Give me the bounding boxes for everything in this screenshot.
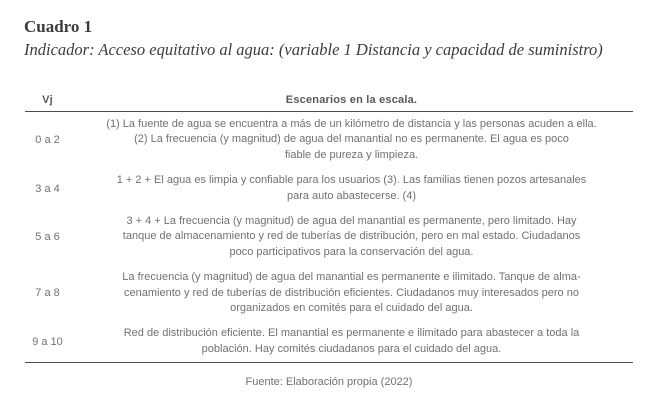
vj-range: 0 a 2 bbox=[35, 134, 60, 147]
source-note: Fuente: Elaboración propia (2022) bbox=[245, 376, 413, 389]
scenario-line: cenamiento y red de tuberías de distribución eficientes. Ciudadanos muy interesados pero no bbox=[124, 286, 579, 299]
table-row bbox=[25, 112, 633, 168]
scenario-text bbox=[70, 326, 633, 357]
vj-range: 3 a 4 bbox=[35, 182, 60, 195]
table-title: Cuadro 1 bbox=[24, 17, 93, 36]
table-row bbox=[25, 209, 633, 265]
scenario-text bbox=[70, 214, 633, 260]
scenario-line: 1 + 2 + El agua es limpia y confiable para los usuarios (3). Las familias tienen pozos artesanales bbox=[116, 174, 587, 187]
table-row bbox=[25, 168, 633, 209]
table-row bbox=[25, 265, 633, 321]
vj-range: 7 a 8 bbox=[35, 287, 60, 300]
scenario-line: fiable de pureza y limpieza. bbox=[284, 148, 419, 161]
table-row bbox=[25, 321, 633, 362]
scenario-line: Red de distribución eficiente. El manantial es permanente e ilimitado para abastecer a toda la bbox=[123, 327, 580, 340]
scenario-line: tanque de almacenamiento y red de tuberías de distribución, pero en mal estado. Ciudadanos bbox=[122, 230, 581, 243]
scenario-text bbox=[70, 173, 633, 204]
scenario-line: población. Hay comités ciudadanos para el cuidado del agua. bbox=[201, 342, 502, 355]
indicator-table bbox=[25, 94, 633, 363]
scenario-line: 3 + 4 + La frecuencia (y magnitud) de agua del manantial es permanente, pero limitado. Hay bbox=[126, 215, 577, 228]
scenario-line: (1) La fuente de agua se encuentra a más de un kilómetro de distancia y las personas acuden a ella. bbox=[106, 118, 597, 130]
vj-range: 9 a 10 bbox=[32, 335, 63, 348]
scenario-line: poco participativos para la conservación del agua. bbox=[229, 245, 474, 258]
column-header-vj: Vj bbox=[42, 94, 53, 106]
table-header-row bbox=[25, 94, 633, 112]
scenario-line: (2) La frecuencia (y magnitud) de agua del manantial no es permanente. El agua es poco bbox=[134, 133, 569, 146]
scenario-line: La frecuencia (y magnitud) de agua del manantial es permanente e ilimitado. Tanque de alma- bbox=[122, 271, 581, 284]
scenario-text bbox=[70, 117, 633, 163]
scenario-text bbox=[70, 270, 633, 316]
table-subtitle: Indicador: Acceso equitativo al agua: (variable 1 Distancia y capacidad de suministro) bbox=[24, 40, 603, 59]
scenario-line: organizados en comités para el cuidado del agua. bbox=[230, 302, 473, 315]
vj-range: 5 a 6 bbox=[35, 231, 60, 244]
column-header-escenarios: Escenarios en la escala. bbox=[285, 94, 418, 106]
scenario-line: para auto abastecerse. (4) bbox=[286, 189, 417, 202]
